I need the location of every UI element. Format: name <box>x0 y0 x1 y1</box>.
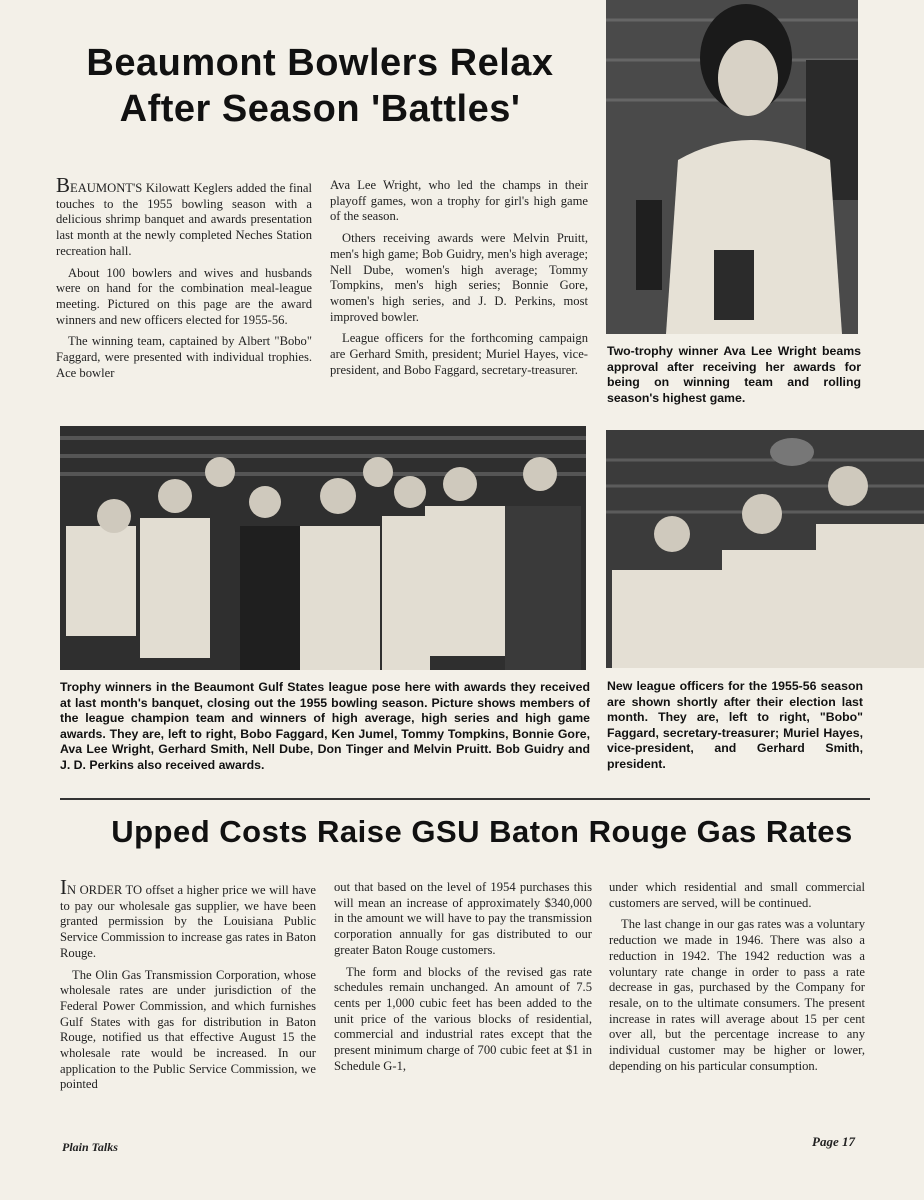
article2-paragraph: IN ORDER TO offset a higher price we will have to pay our wholesale gas supplier, we have been granted permission by the Louisiana Public Service Commission to increase gas rates in Baton Rouge. <box>60 875 316 960</box>
article1-paragraph: BEAUMONT'S Kilowatt Keglers added the final touches to the 1955 bowling season with a delicious shrimp banquet and awards presentation last month at the newly completed Neches Station recreation hall. <box>56 173 312 258</box>
officers-photo-illustration <box>606 430 924 668</box>
drop-cap: B <box>56 173 71 197</box>
section-divider <box>60 798 870 800</box>
article2-column-3 <box>609 880 865 1080</box>
article1-paragraph: Ava Lee Wright, who led the champs in their playoff games, won a trophy for girl's high game of the season. <box>330 178 588 224</box>
article1-paragraph: The winning team, captained by Albert "Bobo" Faggard, were presented with individual trophies. Ace bowler <box>56 334 312 380</box>
publication-name: Plain Talks <box>62 1140 118 1154</box>
article1-headline-line2: After Season 'Battles' <box>119 88 521 130</box>
article1-paragraph: League officers for the forthcoming campaign are Gerhard Smith, president; Muriel Hayes, vice-president, and Bobo Faggard, secretary-treasurer. <box>330 331 588 377</box>
article2-paragraph: under which residential and small commercial customers are served, will be continued. <box>609 880 865 910</box>
group-caption: Trophy winners in the Beaumont Gulf States league pose here with awards they received at last month's banquet, closing out the 1955 bowling season. Picture shows members of the league champion team and winners of high average, high series and high game awards. They are, left to right, Bobo Faggard, Ken Jumel, Tommy Tompkins, Bonnie Gore, Ava Lee Wright, Gerhard Smith, Nell Dube, Don Tinger and Melvin Pruitt. Bob Guidry and J. D. Perkins also received awards. <box>60 680 590 772</box>
article2-column-2 <box>334 880 592 1080</box>
officers-photo <box>606 430 924 668</box>
article2-paragraph: The Olin Gas Transmission Corporation, whose wholesale rates are under jurisdiction of the Federal Power Commission, and which furnishes Gulf States with gas for distribution in Baton Rouge, notified us that effective August 15 the wholesale rate would be increased. In our application to the Public Service Commission, we pointed <box>60 967 316 1092</box>
drop-cap: I <box>60 875 67 899</box>
article1-column-1 <box>56 173 312 387</box>
article2-paragraph: out that based on the level of 1954 purchases this will mean an increase of approximately $340,000 in the amount we will have to pay the transmission corporation annually for gas distributed to our greater Baton Rouge customers. <box>334 880 592 957</box>
article1-headline-line1: Beaumont Bowlers Relax <box>86 42 554 84</box>
article1-paragraph: Others receiving awards were Melvin Pruitt, men's high game; Bob Guidry, men's high average; Nell Dube, women's high average; Tommy Tompkins, men's high series; Bonnie Gore, women's high series, and J. D. Perkins, most improved bowler. <box>330 231 588 324</box>
portrait-photo-illustration <box>606 0 858 334</box>
article2-headline: Upped Costs Raise GSU Baton Rouge Gas Rates <box>111 814 853 849</box>
article1-paragraph: About 100 bowlers and wives and husbands were on hand for the combination meal-league meeting. Pictured on this page are the award winners and new officers elected for 1955-56. <box>56 265 312 327</box>
group-photo-illustration <box>60 426 586 670</box>
portrait-caption: Two-trophy winner Ava Lee Wright beams approval after receiving her awards for being on winning team and rolling season's highest game. <box>607 344 861 405</box>
article2-paragraph: The form and blocks of the revised gas rate schedules remain unchanged. An amount of 7.5 cents per 1,000 cubic feet has been added to the unit price of the various blocks of residential, commercial and industrial rates except that the present minimum charge of 700 cubic feet at $1 in Schedule G-1, <box>334 964 592 1073</box>
article1-column-2 <box>330 178 588 384</box>
portrait-photo <box>606 0 858 334</box>
group-photo <box>60 426 586 670</box>
page-number: Page 17 <box>812 1134 855 1149</box>
officers-caption: New league officers for the 1955-56 season are shown shortly after their election last month. They are, left to right, "Bobo" Faggard, secretary-treasurer; Muriel Hayes, vice-president, and Gerhard Smith, president. <box>607 679 863 771</box>
article2-paragraph: The last change in our gas rates was a voluntary reduction we made in 1946. There was also a reduction in 1942. The 1942 reduction was a voluntary rate change in order to pass a rate decrease in gas, purchased by the Company for resale, on to the ultimate consumers. The present increase in rates will average about 15 per cent over all, but the percentage increase to any individual customer may be higher or lower, depending on his particular consumption. <box>609 917 865 1073</box>
article2-column-1 <box>60 875 316 1099</box>
article1-headline <box>60 40 580 132</box>
